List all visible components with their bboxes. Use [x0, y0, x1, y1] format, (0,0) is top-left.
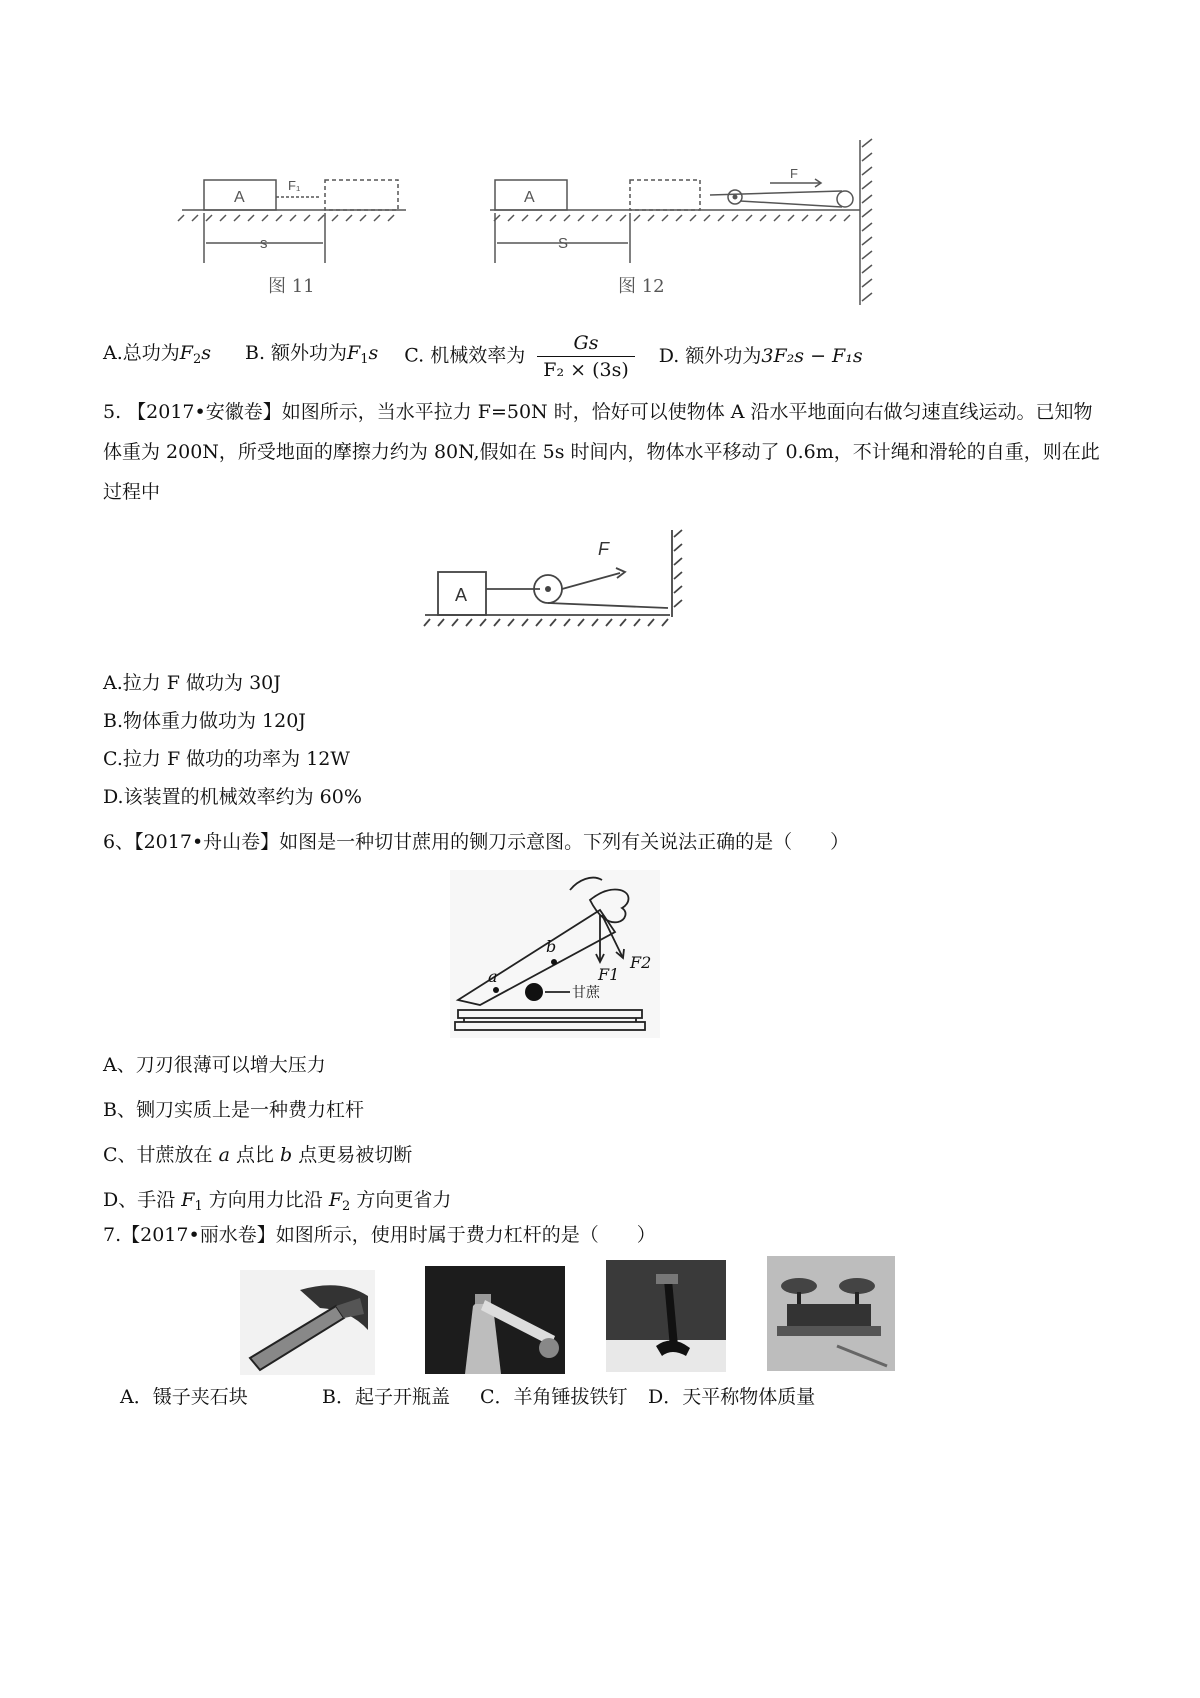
q4-option-b-var: s — [368, 341, 379, 364]
fig12-force-label: F — [790, 166, 798, 181]
fig11-distance-label: s — [260, 235, 268, 252]
q4-option-d-expr: 3F₂s − F₁s — [761, 345, 863, 367]
q4-option-c-numerator: Gs — [537, 330, 634, 357]
q4-option-b-expr: F — [347, 341, 361, 364]
q4-option-d — [659, 343, 863, 369]
q6-option-d-pre: D、手沿 — [103, 1189, 182, 1211]
q5-stem: 5. 【2017•安徽卷】如图所示，当水平拉力 F=50N 时，恰好可以使物体 A 沿水平地面向右做匀速直线运动。已知物体重为 200N，所受地面的摩擦力约为 80N,假如在 5s 时间内，物体水平移动了 0.6m，不计绳和滑轮的自重，则在此过程中 — [103, 401, 1100, 503]
q4-option-c-fraction — [537, 330, 634, 383]
q4-options — [103, 328, 863, 384]
q4-option-a-label: A.总功为 — [103, 341, 180, 364]
q7-photo-bottle-opener — [425, 1266, 565, 1374]
q6-fig-label-f1: F1 — [598, 965, 620, 984]
fig11-force-label: F₁ — [288, 178, 301, 193]
q4-option-b — [245, 340, 378, 373]
q7-caption-d: D．天平称物体质量 — [648, 1386, 816, 1408]
q5-option-c: C.拉力 F 做功的功率为 12W — [103, 748, 350, 770]
q6-fig-label-sugarcane: 甘蔗 — [572, 985, 600, 1001]
q6-fig-label-a: a — [488, 967, 498, 986]
q4-option-a — [103, 340, 211, 373]
q6-fig-label-b: b — [546, 937, 557, 956]
q6-option-c-post: 点更易被切断 — [292, 1144, 413, 1166]
q6-option-c-pre: C、甘蔗放在 — [103, 1144, 219, 1166]
fig12-caption: 图 12 — [618, 276, 665, 297]
q7-caption-c: C．羊角锤拔铁钉 — [480, 1386, 628, 1408]
q6-option-d — [103, 1187, 451, 1220]
q6-figure — [450, 870, 660, 1038]
q4-option-c-label: C. 机械效率为 — [404, 344, 526, 366]
q5-option-a: A.拉力 F 做功为 30J — [103, 672, 281, 694]
fig12-block-label: A — [524, 189, 535, 206]
q6-option-d-mid: 方向用力比沿 — [202, 1189, 329, 1211]
fig11-caption: 图 11 — [268, 276, 315, 297]
q7-caption-a: A．镊子夹石块 — [120, 1386, 248, 1408]
q7-caption-b: B．起子开瓶盖 — [322, 1386, 450, 1408]
q6-option-c-point-b: b — [280, 1144, 293, 1166]
q6-option-d-f2: F — [328, 1189, 343, 1211]
q5-fig-force-label: F — [598, 539, 609, 559]
q4-option-b-label: B. 额外功为 — [245, 341, 348, 364]
q6-fig-label-f2: F2 — [630, 953, 652, 972]
q5-fig-block-label: A — [455, 585, 468, 605]
q4-option-d-label: D. 额外功为 — [658, 345, 762, 367]
q6-stem: 6、【2017•舟山卷】如图是一种切甘蔗用的铡刀示意图。下列有关说法正确的是（ ） — [103, 831, 850, 853]
q6-option-d-f1-sub: 1 — [194, 1199, 203, 1214]
q6-option-d-post: 方向更省力 — [350, 1189, 452, 1211]
q4-option-c — [404, 330, 640, 383]
q4-option-b-sub: 1 — [360, 351, 369, 367]
q6-option-b: B、铡刀实质上是一种费力杠杆 — [103, 1099, 364, 1121]
q4-option-a-var: s — [201, 341, 211, 364]
fig12-distance-label: S — [558, 235, 569, 252]
q4-option-a-sub: 2 — [192, 351, 202, 367]
q6-option-d-f2-sub: 2 — [342, 1199, 351, 1214]
q5-option-d: D.该装置的机械效率约为 60% — [103, 786, 362, 808]
q5-option-b: B.物体重力做功为 120J — [103, 710, 306, 732]
q7-photo-claw-hammer — [606, 1260, 726, 1372]
q6-option-c — [103, 1142, 412, 1168]
q6-option-a: A、刀刃很薄可以增大压力 — [103, 1054, 326, 1076]
q6-option-c-mid: 点比 — [229, 1144, 280, 1166]
q7-stem: 7.【2017•丽水卷】如图所示，使用时属于费力杠杆的是（ ） — [103, 1224, 656, 1246]
q7-photo-balance-scale — [767, 1256, 895, 1371]
q5-figure — [420, 525, 690, 650]
q4-option-c-denominator: F₂ × (3s) — [543, 358, 629, 381]
q7-photo-tweezers — [240, 1270, 375, 1375]
figure-11-12 — [170, 135, 900, 315]
q6-option-d-f1: F — [181, 1189, 195, 1211]
fig11-block-label: A — [234, 189, 245, 206]
q4-option-a-expr: F — [179, 341, 193, 364]
q6-option-c-point-a: a — [218, 1144, 230, 1166]
